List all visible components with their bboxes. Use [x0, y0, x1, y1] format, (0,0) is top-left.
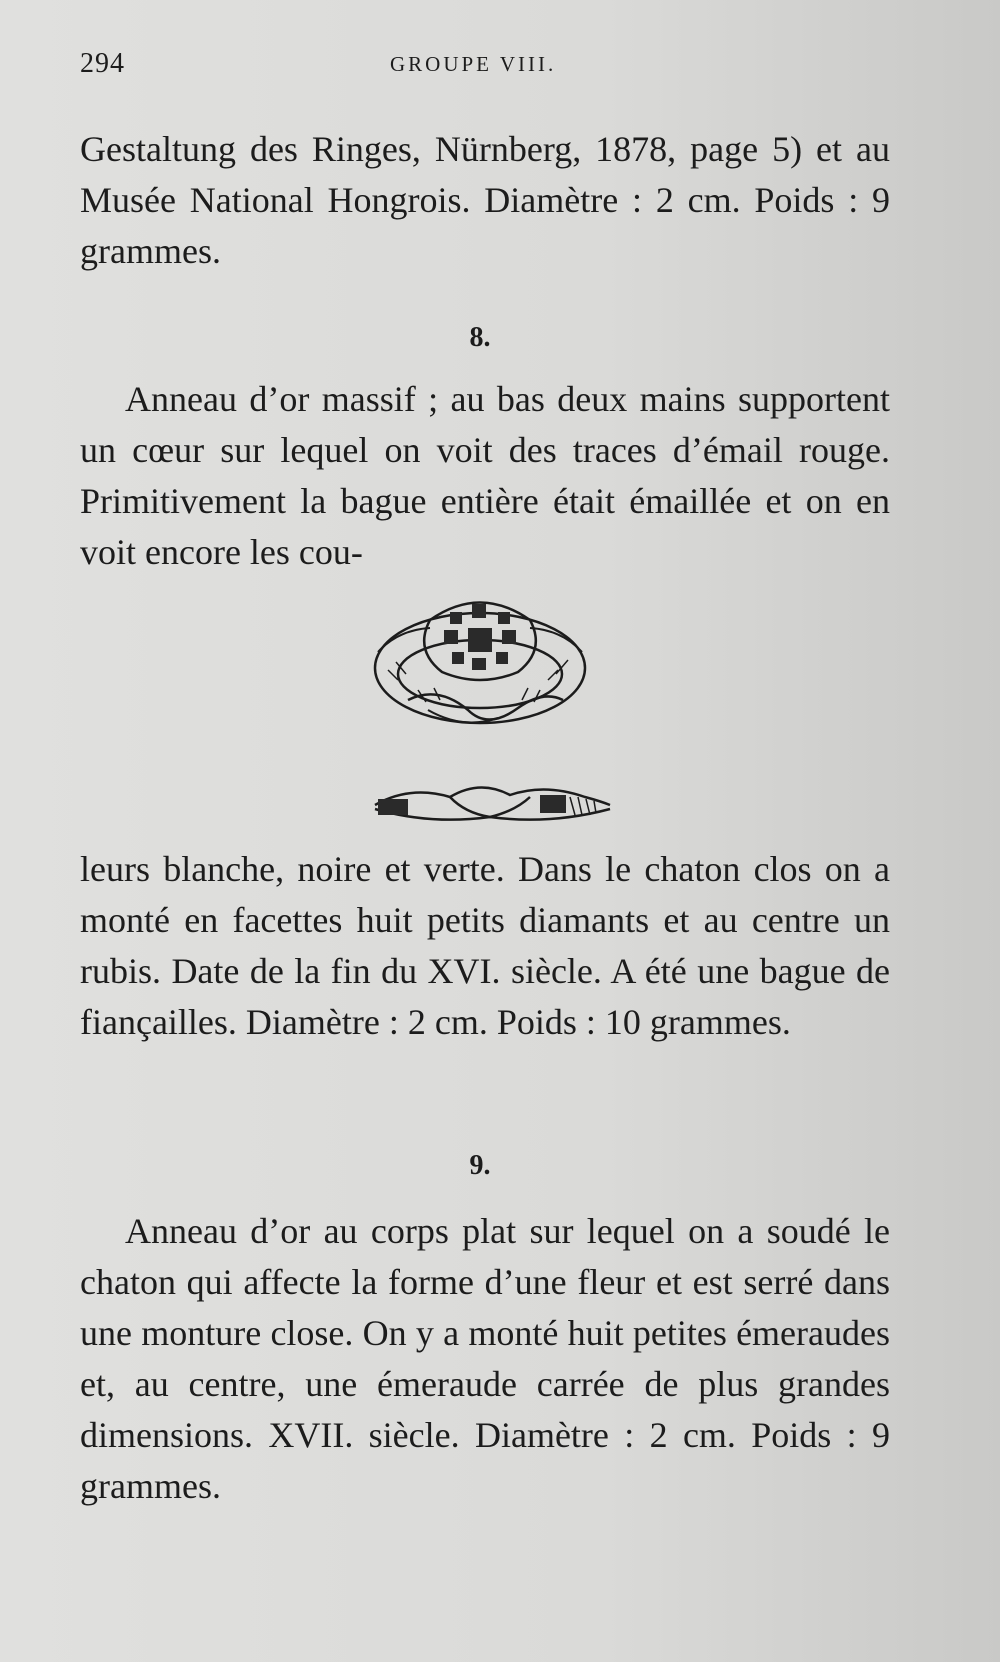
entry-9-paragraph: Anneau d’or au corps plat sur lequel on a soudé le chaton qui affecte la forme d’une fleur et est serré dans une monture close. On y a monté huit petites émeraudes et, au centre, une émeraude carrée de plus grandes dimensions. XVII. siècle. Diamètre : 2 cm. Poids : 9 grammes.	[80, 1211, 890, 1506]
running-header	[80, 48, 880, 88]
entry-number-9: 9.	[469, 1150, 491, 1181]
continuation-block	[80, 124, 890, 277]
page-number: 294	[80, 48, 125, 79]
entry-8-paragraph-end: leurs blanche, noire et verte. Dans le chaton clos on a monté en facettes huit petits diamants et au centre un rubis. Date de la fin du XVI. siècle. A été une bague de fiançailles. Diamètre : 2 cm. Poids : 10 grammes.	[80, 849, 890, 1042]
gem-settings	[444, 604, 516, 670]
ring-illustration-icon	[368, 590, 594, 740]
ring-side-view-icon	[370, 775, 615, 830]
entry-8-paragraph-start: Anneau d’or massif ; au bas deux mains supportent un cœur sur lequel on voit des traces d’émail rouge. Primitivement la bague entière était émaillée et on en voit encore les cou-	[80, 379, 890, 572]
running-title: GROUPE VIII.	[390, 52, 557, 76]
entry-number-8: 8.	[469, 322, 491, 353]
entry-8-block-a	[80, 374, 890, 578]
entry-8-block-b	[80, 844, 890, 1048]
entry-9-block	[80, 1206, 890, 1512]
continuation-paragraph: Gestaltung des Ringes, Nürnberg, 1878, page 5) et au Musée National Hongrois. Diamètre : 2 cm. Poids : 9 grammes.	[80, 129, 890, 271]
